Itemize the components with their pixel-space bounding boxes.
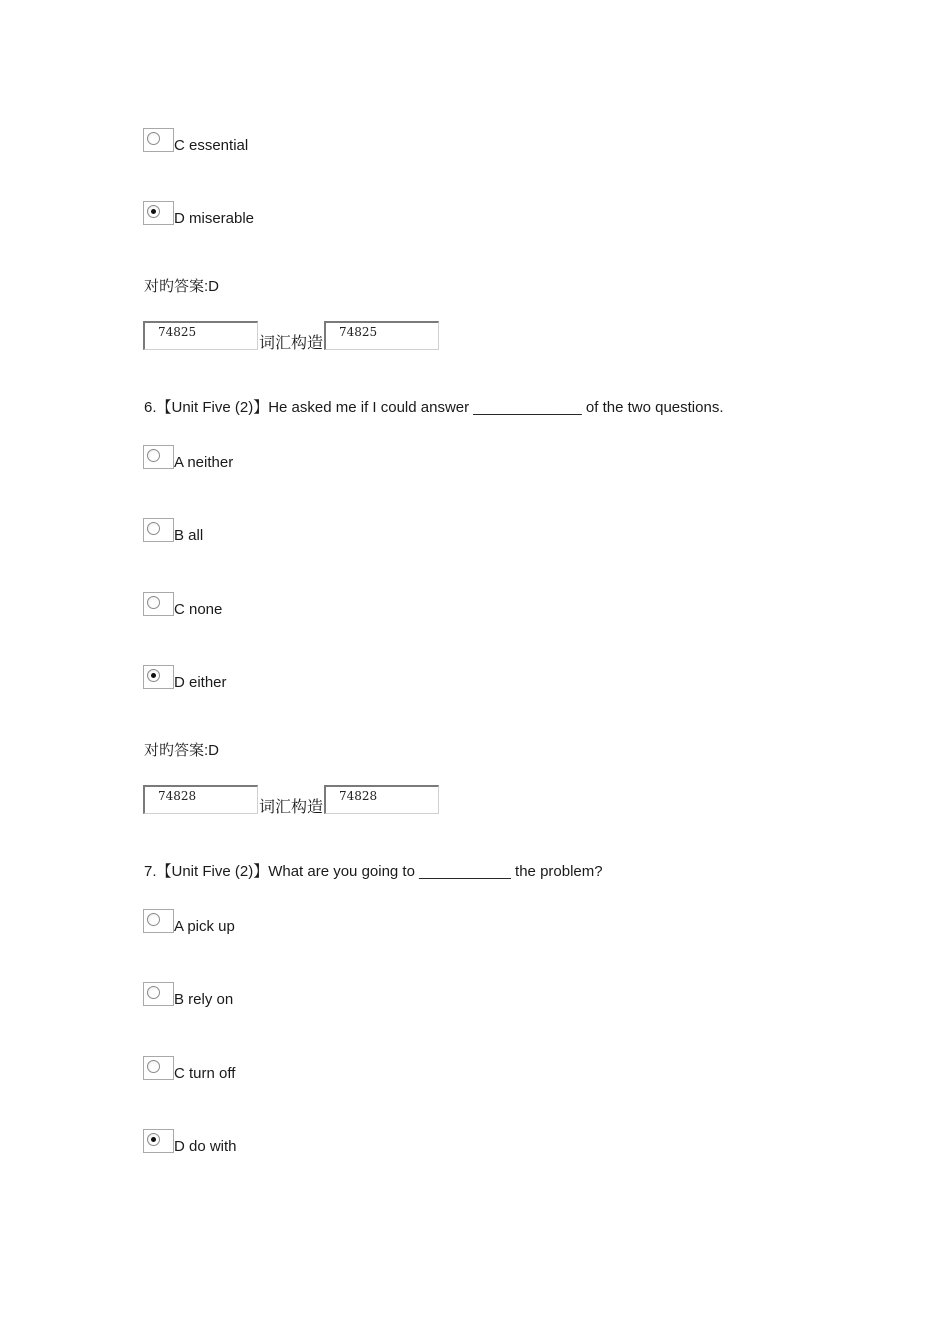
radio-frame[interactable] — [143, 128, 174, 152]
option-label: B all — [174, 527, 204, 544]
code-row — [143, 784, 439, 814]
option-label: D either — [174, 674, 227, 691]
code-field[interactable]: 74828 — [324, 785, 439, 814]
option-label: D miserable — [174, 210, 255, 227]
radio-frame[interactable] — [143, 1129, 174, 1153]
radio-button[interactable] — [147, 986, 160, 999]
radio-button[interactable] — [147, 522, 160, 535]
radio-frame[interactable] — [143, 665, 174, 689]
radio-frame[interactable] — [143, 518, 174, 542]
radio-button[interactable] — [147, 913, 160, 926]
option-q7-c[interactable] — [143, 1052, 235, 1080]
radio-button-checked[interactable] — [147, 205, 160, 218]
radio-button[interactable] — [147, 132, 160, 145]
option-q6-a[interactable] — [143, 441, 233, 469]
radio-frame[interactable] — [143, 982, 174, 1006]
category-label: 词汇构造 — [259, 799, 324, 816]
radio-button-checked[interactable] — [147, 669, 160, 682]
option-label: A pick up — [174, 918, 235, 935]
option-q7-b[interactable] — [143, 978, 233, 1006]
radio-frame[interactable] — [143, 445, 174, 469]
option-label: C essential — [174, 137, 249, 154]
option-q7-d[interactable] — [143, 1125, 237, 1153]
code-row — [143, 320, 439, 350]
radio-frame[interactable] — [143, 201, 174, 225]
option-q5-d[interactable] — [143, 197, 254, 225]
radio-frame[interactable] — [143, 909, 174, 933]
option-label: B rely on — [174, 991, 234, 1008]
code-field[interactable]: 74825 — [324, 321, 439, 350]
radio-button[interactable] — [147, 1060, 160, 1073]
option-label: C none — [174, 601, 223, 618]
code-field[interactable]: 74828 — [143, 785, 258, 814]
option-q6-c[interactable] — [143, 588, 222, 616]
correct-answer: 对旳答案:D — [144, 742, 220, 759]
option-label: D do with — [174, 1138, 237, 1155]
option-q5-c[interactable] — [143, 124, 248, 152]
option-q6-b[interactable] — [143, 514, 203, 542]
option-label: C turn off — [174, 1065, 236, 1082]
code-field[interactable]: 74825 — [143, 321, 258, 350]
category-label: 词汇构造 — [259, 335, 324, 352]
question-text: 7.【Unit Five (2)】What are you going to ___________ the problem? — [144, 863, 603, 880]
radio-frame[interactable] — [143, 592, 174, 616]
option-label: A neither — [174, 454, 234, 471]
radio-button[interactable] — [147, 596, 160, 609]
correct-answer: 对旳答案:D — [144, 278, 220, 295]
option-q6-d[interactable] — [143, 661, 227, 689]
radio-button[interactable] — [147, 449, 160, 462]
radio-frame[interactable] — [143, 1056, 174, 1080]
radio-button-checked[interactable] — [147, 1133, 160, 1146]
option-q7-a[interactable] — [143, 905, 235, 933]
question-text: 6.【Unit Five (2)】He asked me if I could answer _____________ of the two questions. — [144, 399, 724, 416]
